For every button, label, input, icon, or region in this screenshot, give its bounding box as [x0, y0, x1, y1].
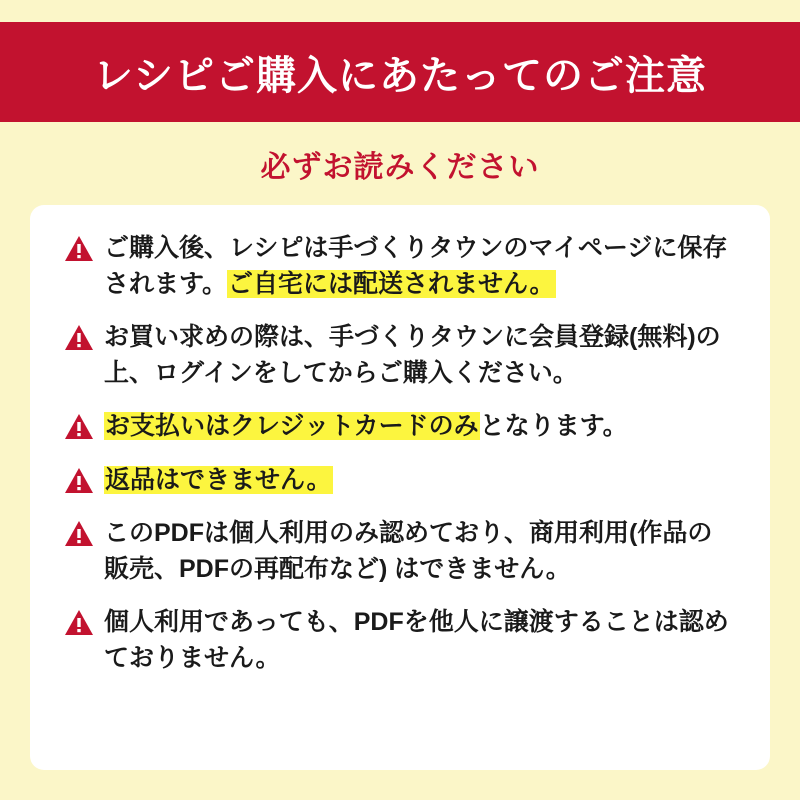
header-band [0, 22, 800, 122]
notice-item [64, 516, 736, 587]
notice-item [64, 605, 736, 676]
notice-text [104, 409, 628, 445]
notice-list [64, 231, 736, 676]
notice-text [104, 605, 736, 676]
notice-item [64, 409, 736, 445]
warning-icon [64, 235, 94, 263]
notice-text-highlight: お支払いはクレジットカードのみ [105, 412, 479, 440]
notice-text-highlight: ご自宅には配送されません。 [228, 269, 555, 298]
warning-icon [64, 467, 94, 495]
warning-icon [64, 413, 94, 441]
warning-icon [64, 324, 94, 352]
notice-text [104, 320, 736, 391]
notice-item [64, 320, 736, 391]
notice-item [64, 231, 736, 302]
page-title: レシピご購入にあたってのご注意 [93, 53, 707, 98]
notice-item [64, 463, 736, 499]
notice-text [104, 516, 736, 587]
warning-icon [64, 609, 94, 637]
notice-card [30, 205, 770, 770]
notice-text-plain: ご購入後、レシピは手づくりタウンのマイページに保存されます。 [104, 234, 728, 298]
notice-text-plain: お買い求めの際は、手づくりタウンに会員登録(無料)の上、ログインをしてからご購入ください。 [104, 323, 721, 387]
warning-icon [64, 520, 94, 548]
notice-text-highlight: 返品はできません。 [105, 465, 332, 494]
page-subtitle: 必ずお読みください [260, 151, 540, 184]
notice-text [104, 231, 736, 302]
notice-text-plain: このPDFは個人利用のみ認めており、商用利用(作品の販売、PDFの再配布など) はできません。 [104, 519, 713, 583]
notice-text [104, 463, 333, 499]
notice-text-plain: となります。 [479, 412, 628, 440]
notice-text-plain: 個人利用であっても、PDFを他人に譲渡することは認めておりません。 [104, 608, 729, 672]
